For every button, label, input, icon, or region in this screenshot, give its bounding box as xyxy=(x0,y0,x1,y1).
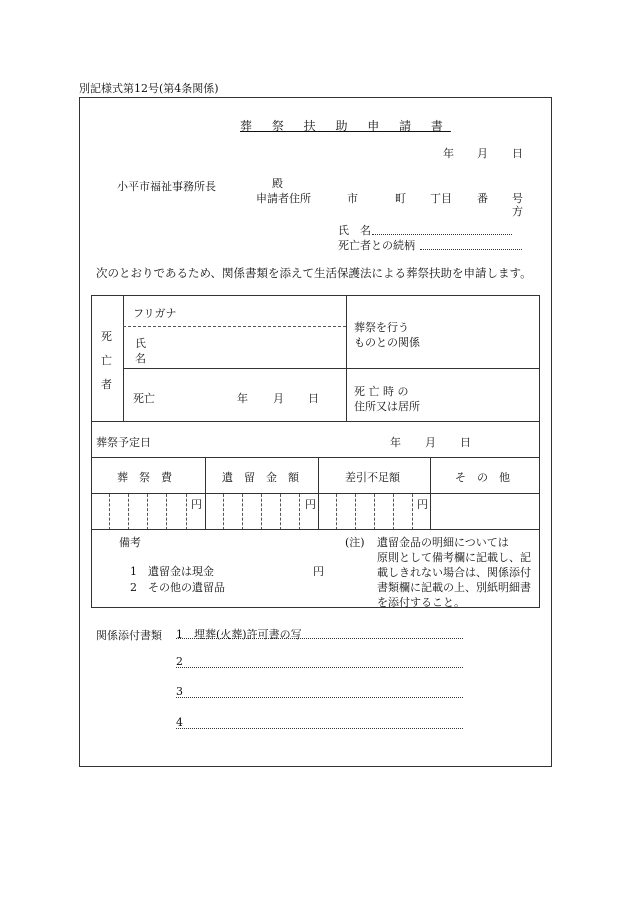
attachment-4[interactable]: 4 xyxy=(176,716,463,729)
address-chome: 丁目 xyxy=(430,192,452,205)
shortfall-header: 差引不足額 xyxy=(345,471,400,484)
address-at-death-label-1: 死 亡 時 の xyxy=(354,385,409,398)
funeral-date-label: 葬祭予定日 xyxy=(96,436,151,449)
deceased-name-label-1: 氏 xyxy=(135,337,146,350)
relation-field[interactable] xyxy=(420,237,522,250)
form-reference: 別記様式第12号(第4条関係) xyxy=(79,82,219,95)
attachment-3[interactable]: 3 xyxy=(176,685,463,698)
addressee-name: 小平市福祉事務所長 xyxy=(117,180,216,193)
death-year: 年 xyxy=(237,392,248,405)
address-city: 市 xyxy=(347,192,358,205)
remarks-label: 備考 xyxy=(119,536,141,549)
note-line-5: を添付すること。 xyxy=(377,596,465,609)
applicant-name-label: 氏 名 xyxy=(338,224,371,237)
relation-label: 死亡者との続柄 xyxy=(338,239,415,252)
deceased-side-label-1: 死 xyxy=(101,330,112,343)
addressee-honorific: 殿 xyxy=(272,177,283,190)
applicant-address-label: 申請者住所 xyxy=(256,192,311,205)
furigana-label: フリガナ xyxy=(133,307,177,320)
attachment-1[interactable]: 1 埋葬(火葬)許可書の写 xyxy=(176,626,463,639)
remaining-money-yen: 円 xyxy=(305,498,316,511)
organizer-relation-label-1: 葬祭を行う xyxy=(354,321,409,334)
remarks-item-1-yen: 円 xyxy=(313,565,324,578)
funeral-cost-header: 葬 祭 費 xyxy=(117,471,172,484)
note-line-4: 書類欄に記載の上、別紙明細書 xyxy=(377,581,531,594)
deceased-side-label-2: 亡 xyxy=(101,354,112,367)
funeral-date-row xyxy=(91,421,540,458)
deceased-name-label-2: 名 xyxy=(135,352,146,365)
attachment-2[interactable]: 2 xyxy=(176,655,463,668)
funeral-date-day: 日 xyxy=(460,436,471,449)
note-label: (注) xyxy=(345,536,365,549)
form-title: 葬 祭 扶 助 申 請 書 xyxy=(240,119,451,133)
note-line-3: 載しきれない場合は、関係添付 xyxy=(377,566,531,579)
address-kata: 方 xyxy=(512,205,523,218)
shortfall-yen: 円 xyxy=(417,498,428,511)
death-day: 日 xyxy=(308,392,319,405)
address-town: 町 xyxy=(395,192,406,205)
attachments-label: 関係添付書類 xyxy=(96,629,162,642)
date-year: 年 xyxy=(443,147,454,160)
remarks-item-2: 2 その他の遺留品 xyxy=(130,581,225,594)
applicant-name-field[interactable] xyxy=(372,222,512,235)
deceased-side-label-3: 者 xyxy=(101,378,112,391)
funeral-date-month: 月 xyxy=(425,436,436,449)
note-line-1: 遺留金品の明細については xyxy=(377,536,509,549)
address-at-death-label-2: 住所又は居所 xyxy=(354,400,420,413)
death-label: 死亡 xyxy=(133,392,155,405)
remarks-item-1: 1 遺留金は現金 xyxy=(130,565,214,578)
other-header: そ の 他 xyxy=(455,471,510,484)
note-line-2: 原則として備考欄に記載し、記 xyxy=(377,551,531,564)
address-go: 号 xyxy=(512,192,523,205)
date-month: 月 xyxy=(477,147,488,160)
death-month: 月 xyxy=(273,392,284,405)
funeral-date-year: 年 xyxy=(390,436,401,449)
remaining-money-header: 遺 留 金 額 xyxy=(222,471,299,484)
funeral-cost-yen: 円 xyxy=(191,498,202,511)
application-statement: 次のとおりであるため、関係書類を添えて生活保護法による葬祭扶助を申請します。 xyxy=(96,266,532,280)
date-day: 日 xyxy=(512,147,523,160)
address-ban: 番 xyxy=(477,192,488,205)
organizer-relation-label-2: ものとの関係 xyxy=(354,336,420,349)
